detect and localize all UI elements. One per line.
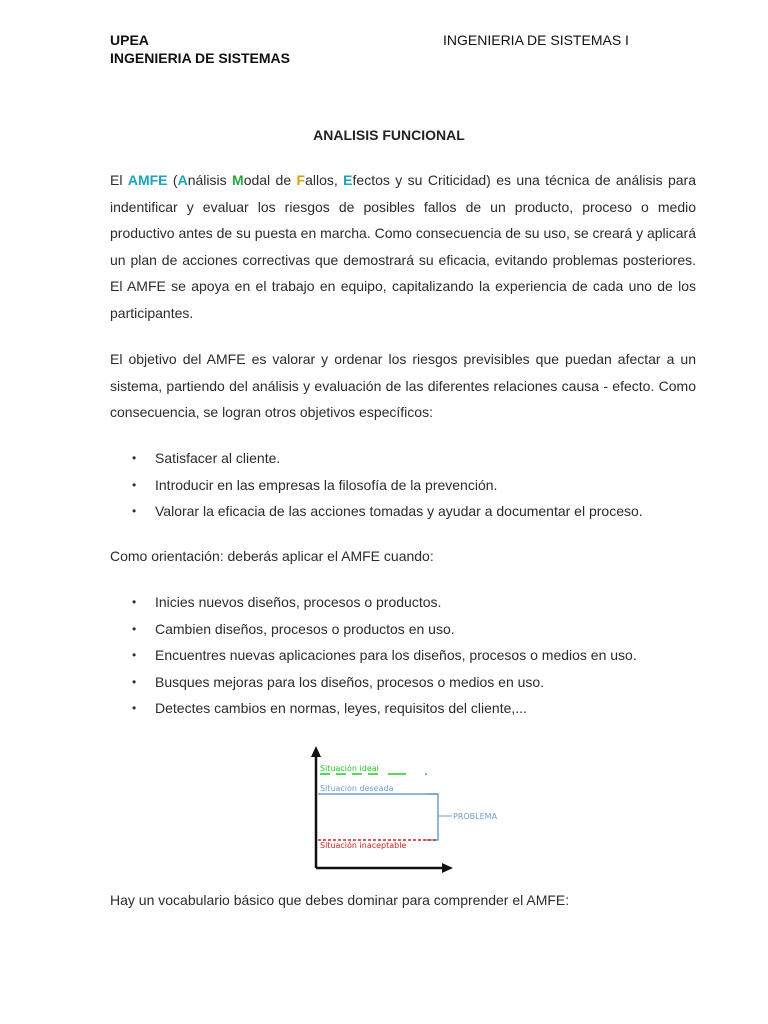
intro-text-allos: allos,: [305, 172, 344, 188]
list-item: • Inicies nuevos diseños, procesos o productos.: [110, 589, 710, 616]
objective-paragraph: El objetivo del AMFE es valorar y ordenar los riesgos previsibles que puedan afectar a un sistema, partiendo del análisis y evaluación de las diferentes relaciones causa - efecto. Como consecuencia, se logran otros objetivos específicos:: [110, 351, 696, 421]
list-item: • Encuentres nuevas aplicaciones para los diseños, procesos o medios en uso.: [110, 642, 710, 669]
amfe-situation-diagram: [308, 744, 508, 879]
list-item: • Cambien diseños, procesos o productos en uso.: [110, 616, 710, 643]
intro-text-open: (: [167, 172, 178, 188]
header-course: INGENIERIA DE SISTEMAS I: [443, 32, 629, 48]
intro-text-nalisis: nálisis: [187, 172, 233, 188]
intro-text-rest: fectos y su Criticidad) es una técnica de análisis para indentificar y evaluar los riesgos de posibles fallos de un producto, proceso o medio productivo antes de su puesta en marcha. Como consecuencia de su uso, se creará y aplicará un plan de acciones correctivas que demostrará su eficacia, evitando problemas posteriores. El AMFE se apoya en el trabajo en equipo, capitalizando la experiencia de cada uno de los participantes.: [110, 172, 696, 321]
header-org: UPEA: [110, 32, 149, 48]
x-axis-arrow-icon: [442, 863, 453, 873]
header-left: [110, 31, 290, 67]
intro-letter-e: E: [343, 172, 353, 188]
when-list: [110, 589, 710, 722]
problem-bracket: [426, 794, 438, 840]
label-unacceptable: Situación inaceptable: [320, 841, 407, 850]
y-axis-arrow-icon: [311, 746, 321, 757]
list-item: • Detectes cambios en normas, leyes, requisitos del cliente,...: [110, 695, 710, 722]
list-item: • Satisfacer al cliente.: [110, 445, 710, 472]
intro-letter-f: F: [296, 172, 306, 188]
list-item: • Busques mejoras para los diseños, procesos o medios en uso.: [110, 669, 710, 696]
label-ideal: Situación ideal: [320, 764, 379, 773]
closing-paragraph: Hay un vocabulario básico que debes dominar para comprender el AMFE:: [110, 892, 570, 908]
header-department: INGENIERIA DE SISTEMAS: [110, 50, 290, 66]
intro-amfe-term: AMFE: [127, 172, 168, 188]
intro-paragraph: [110, 167, 696, 327]
list-item: • Introducir en las empresas la filosofía de la prevención.: [110, 472, 710, 499]
intro-text-el: El: [110, 172, 128, 188]
orientation-paragraph: Como orientación: deberás aplicar el AMFE cuando:: [110, 548, 434, 564]
intro-letter-a: A: [177, 172, 188, 188]
label-problem: PROBLEMA: [453, 812, 498, 821]
ideal-dot: [425, 773, 427, 775]
intro-text-odal: odal de: [243, 172, 297, 188]
label-desired: Situacion deseada: [320, 784, 394, 793]
intro-letter-m: M: [232, 172, 244, 188]
objectives-list: [110, 445, 710, 525]
list-item: • Valorar la eficacia de las acciones tomadas y ayudar a documentar el proceso.: [110, 498, 710, 525]
page-title: ANALISIS FUNCIONAL: [313, 127, 465, 143]
